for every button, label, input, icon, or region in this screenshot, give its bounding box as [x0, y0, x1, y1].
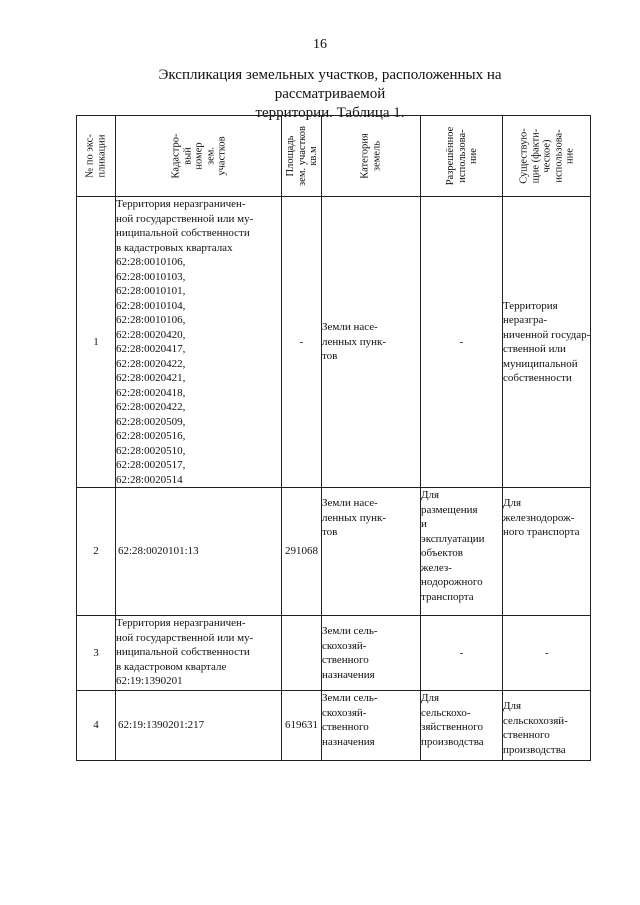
row-actual-use: Для железнодорож- ного транспорта — [503, 488, 591, 616]
row-allowed-use: - — [421, 197, 503, 488]
table-row — [77, 488, 591, 616]
header-num: № по экс- пликации — [77, 116, 116, 197]
row-num: 2 — [77, 488, 116, 616]
row-allowed-use: - — [421, 616, 503, 691]
header-category: Категория земель — [322, 116, 421, 197]
table-title-line-2: территории. Таблица 1. — [255, 105, 405, 121]
explication-table — [76, 115, 591, 761]
table-row — [77, 197, 591, 488]
row-num: 1 — [77, 197, 116, 488]
row-allowed-use: Для размещения и эксплуатации объектов желез- нодорожного транспорта — [421, 488, 503, 616]
row-area: - — [282, 197, 322, 488]
row-num: 3 — [77, 616, 116, 691]
row-category: Земли насе- ленных пунк- тов — [322, 197, 421, 488]
row-area: 619631 — [282, 691, 322, 761]
row-category: Земли сель- скохозяй- ственного назначения — [322, 616, 421, 691]
table-title-line-1: Экспликация земельных участков, расположенных на рассматриваемой — [158, 67, 502, 102]
header-actual-use: Существую- щие (факти- ческое) использова- ние — [503, 116, 591, 197]
page-number: 16 — [313, 37, 327, 52]
row-actual-use: Территория неразгра- ниченной государ- ственной или муниципальной собственности — [503, 197, 591, 488]
row-cadastral: Территория неразграничен- ной государственной или му- ниципальной собственности в кадастровых кварталах 62:28:0010106, 62:28:0010103, 62:28:0010101, 62:28:0010104, 62:28:0010106, 62:28:0020420, 62:28:0020417, 62:28:0020422, 62:28:0020421, 62:28:0020418, 62:28:0020422, 62:28:0020509, 62:28:0020516, 62:28:0020510, 62:28:0020517, 62:28:0020514 — [116, 197, 282, 488]
row-allowed-use: Для сельскохо- зяйственного производства — [421, 691, 503, 761]
row-actual-use: Для сельскохозяй- ственного производства — [503, 691, 591, 761]
row-area — [282, 616, 322, 691]
header-cadastral: Кадастро- вый номер зем. участков — [116, 116, 282, 197]
row-category: Земли насе- ленных пунк- тов — [322, 488, 421, 616]
row-category: Земли сель- скохозяй- ственного назначения — [322, 691, 421, 761]
row-num: 4 — [77, 691, 116, 761]
row-cadastral: 62:19:1390201:217 — [116, 691, 282, 761]
table-header-row — [77, 116, 591, 197]
header-area: Площадь зем. участков кв.м — [282, 116, 322, 197]
row-area: 291068 — [282, 488, 322, 616]
table-row — [77, 616, 591, 691]
header-allowed-use: Разрешённое использова- ние — [421, 116, 503, 197]
table-row — [77, 691, 591, 761]
row-actual-use: - — [503, 616, 591, 691]
row-cadastral: 62:28:0020101:13 — [116, 488, 282, 616]
row-cadastral: Территория неразграничен- ной государственной или му- ниципальной собственности в кадастровом квартале 62:19:1390201 — [116, 616, 282, 691]
